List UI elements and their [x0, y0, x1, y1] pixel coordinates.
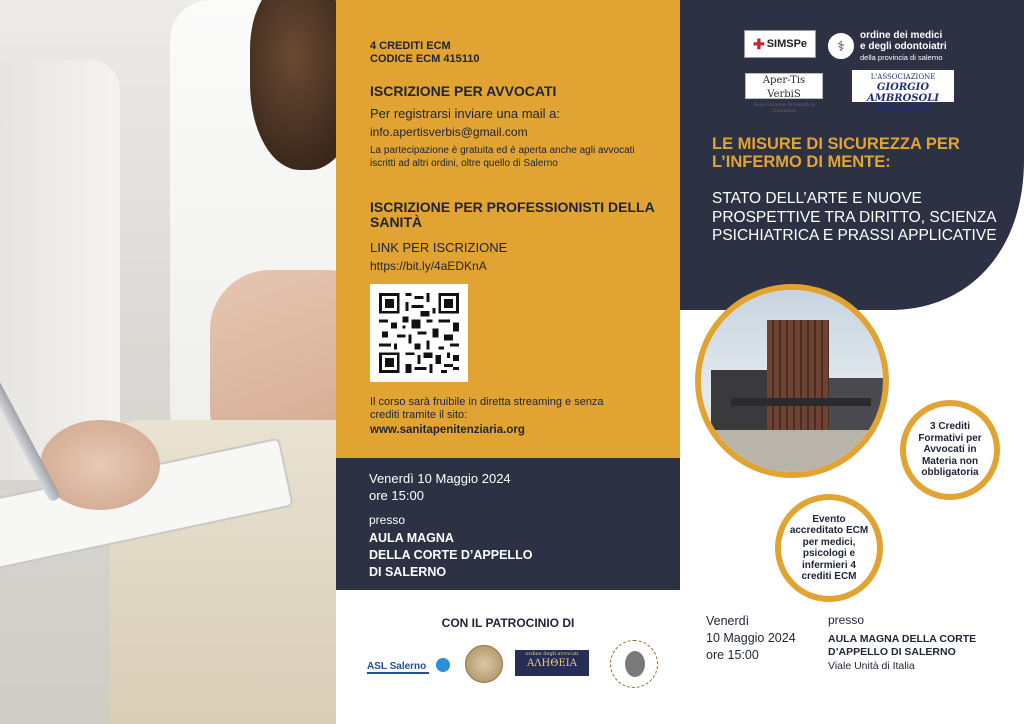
omceo-line-2: e degli odontoiatri: [860, 40, 947, 52]
omceo-line-3: della provincia di salerno: [860, 52, 943, 62]
event-subtitle: STATO DELL’ARTE E NUOVE PROSPETTIVE TRA DIRITTO, SCIENZA PSICHIATRICA E PRASSI APPLICATIVE: [712, 190, 997, 244]
ecm-accreditation-badge: [775, 494, 883, 602]
aletheia-logo: [515, 650, 589, 676]
event-date: Venerdì 10 Maggio 2024: [369, 471, 511, 486]
ambrosoli-line-2: GIORGIO AMBROSOLI: [867, 82, 939, 104]
heading-iscrizione-avvocati: ISCRIZIONE PER AVVOCATI: [370, 83, 557, 99]
asl-logo-text: ASL Salerno: [367, 661, 427, 672]
simspe-logo: [744, 30, 816, 58]
heading-iscrizione-professionisti: ISCRIZIONE PER PROFESSIONISTI DELLA SANITÀ: [370, 199, 655, 230]
footer-venue-address: Viale Unità di Italia: [828, 660, 915, 672]
ambrosoli-line-3: SALERNO: [875, 104, 931, 115]
camere-penali-seal-logo: [610, 640, 658, 688]
ecm-accreditation-text: Evento accreditato ECM per medici, psicologi e infermieri 4 crediti ECM: [789, 513, 869, 582]
venue-prefix: presso: [369, 513, 406, 527]
footer-time: ore 15:00: [706, 648, 759, 662]
venue-line-3: DI SALERNO: [369, 565, 447, 579]
simspe-logo-text: SIMSPe: [766, 38, 808, 50]
omceo-text: [860, 30, 947, 63]
registration-email-link[interactable]: info.apertisverbis@gmail.com: [370, 125, 528, 139]
ecm-credits: [370, 40, 479, 66]
apertis-subtitle: Associazione Scientifica Giuridica: [753, 102, 815, 114]
streaming-note: Il corso sarà fruibile in diretta streaming e senza crediti tramite il sito:: [370, 396, 604, 421]
credits-count: 4 CREDITI ECM: [370, 40, 451, 52]
venue-line-2: DELLA CORTE D’APPELLO: [369, 548, 533, 562]
aletheia-title: ΑΛΗΘΕΙΑ: [527, 658, 577, 669]
cover-photo: [0, 0, 336, 724]
ordine-seal-logo: [465, 645, 503, 683]
venue-name: [369, 530, 629, 581]
apertis-verbis-logo: [745, 73, 823, 114]
link-label: LINK PER ISCRIZIONE: [370, 240, 508, 255]
ambrosoli-line-1: L'ASSOCIAZIONE: [870, 73, 936, 81]
venue-line-1: AULA MAGNA: [369, 531, 454, 545]
credits-code: CODICE ECM 415110: [370, 53, 480, 65]
streaming-site-link[interactable]: www.sanitapenitenziaria.org: [370, 424, 525, 436]
event-date-block: [369, 470, 511, 504]
footer-day: Venerdì: [706, 614, 750, 628]
asl-salerno-logo: [365, 655, 451, 677]
omceo-line-1: ordine dei medici: [860, 29, 943, 41]
registration-instructions: Per registrarsi inviare una mail a:: [370, 106, 561, 121]
event-title: LE MISURE DI SICUREZZA PER L’INFERMO DI MENTE:: [712, 135, 960, 171]
footer-venue-name: AULA MAGNA DELLA CORTE D’APPELLO DI SALERNO: [828, 633, 977, 658]
courthouse-photo: [695, 284, 889, 478]
simspe-cross-icon: ✚: [752, 35, 765, 52]
qr-code[interactable]: [370, 284, 468, 382]
participation-note: La partecipazione è gratuita ed è aperta anche agli avvocati iscritti ad altri ordini, oltre quello di Salerno: [370, 145, 635, 169]
registration-url-link[interactable]: https://bit.ly/4aEDKnA: [370, 259, 487, 273]
patronage-heading: CON IL PATROCINIO DI: [441, 616, 575, 630]
lawyers-credits-badge: [900, 400, 1000, 500]
ambrosoli-logo: [852, 70, 954, 115]
qr-code-icon: [376, 290, 462, 376]
event-time: ore 15:00: [369, 488, 424, 503]
footer-date-block: [706, 613, 796, 664]
caduceus-icon: ⚕: [826, 31, 856, 61]
apertis-title: Aper-Tis VerbiS: [762, 75, 806, 100]
aletheia-subtitle: ordine degli avvocati: [525, 651, 579, 657]
footer-venue-prefix: presso: [828, 613, 865, 627]
omceo-logo: [826, 29, 956, 63]
footer-date: 10 Maggio 2024: [706, 631, 796, 645]
lawyers-credits-text: 3 Crediti Formativi per Avvocati in Materia non obbligatoria: [918, 421, 982, 479]
